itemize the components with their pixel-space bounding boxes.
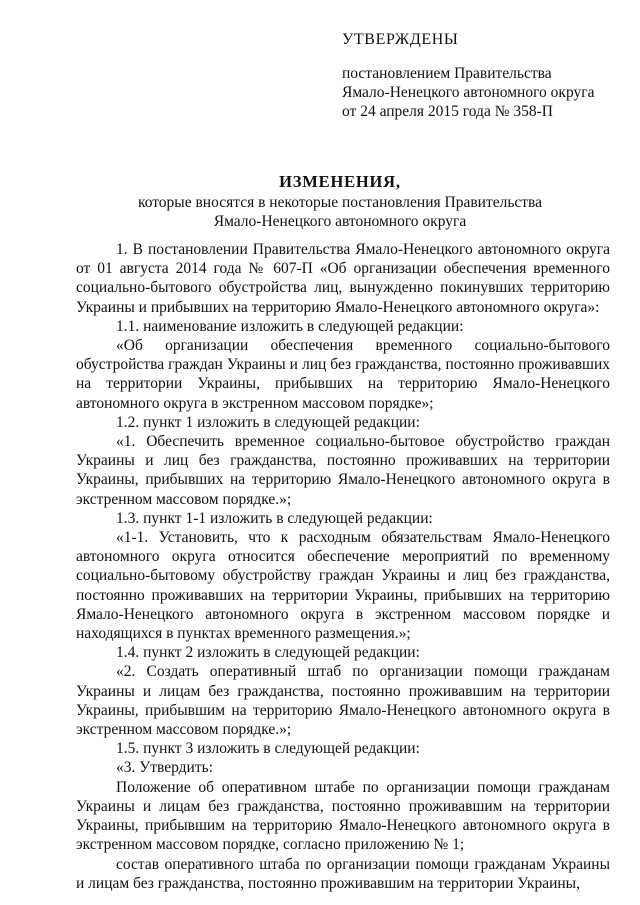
document-body — [76, 240, 610, 893]
paragraph: 1.5. пункт 3 изложить в следующей редакции: — [116, 740, 420, 758]
paragraph: 1.2. пункт 1 изложить в следующей редакции: — [116, 413, 420, 431]
paragraph: состав оперативного штаба по организации помощи гражданам Украины и лицам без гражданства, постоянно проживавшим на территории Украины, — [76, 855, 610, 892]
paragraph: «2. Создать оперативный штаб по организации помощи гражданам Украины и лицам без гражданства, постоянно проживавшим на территории Украины, прибывшим на территорию Ямало-Ненецкого автономного округа в экстренном массовом порядке.»; — [76, 663, 610, 739]
paragraph: 1. В постановлении Правительства Ямало-Ненецкого автономного округа от 01 августа 2014 года № 607-П «Об организации обеспечения временного социально-бытового обустройства лиц, вынужденно покинувших территорию Украины и прибывших на территорию Ямало-Ненецкого автономного округа»: — [76, 241, 610, 316]
paragraph: «1-1. Установить, что к расходным обязательствам Ямало-Ненецкого автономного округа относится обеспечение мероприятий по временному социально-бытовому обустройству граждан Украины и лиц без гражданства, постоянно проживавших на территории Украины, прибывших на территорию Ямало-Ненецкого автономного округа в экстренном массовом порядке и находящихся в пунктах временного размещения.»; — [76, 529, 610, 643]
approval-title: УТВЕРЖДЕНЫ — [342, 31, 459, 48]
approval-line-2: Ямало-Ненецкого автономного округа — [342, 84, 595, 101]
paragraph: 1.3. пункт 1-1 изложить в следующей редакции: — [116, 509, 433, 527]
heading-subtitle-line-1: которые вносятся в некоторые постановления Правительства — [137, 194, 543, 211]
approval-line-1: постановлением Правительства — [342, 65, 552, 82]
approval-stamp — [342, 30, 632, 121]
heading-subtitle-line-2: Ямало-Ненецкого автономного округа — [213, 213, 467, 230]
paragraph: «3. Утвердить: — [116, 759, 213, 777]
paragraph: «Об организации обеспечения временного социально-бытового обустройства граждан Украины и лиц без гражданства, постоянно проживавших на территории Украины, прибывших на территорию Ямало-Ненецкого автономного округа в экстренном массовом порядке»; — [76, 337, 610, 412]
approval-line-3: от 24 апреля 2015 года № 358-П — [342, 103, 553, 120]
paragraph: 1.1. наименование изложить в следующей редакции: — [116, 317, 464, 335]
heading-title: ИЗМЕНЕНИЯ, — [279, 172, 401, 191]
paragraph: 1.4. пункт 2 изложить в следующей редакции: — [116, 644, 420, 662]
paragraph: Положение об оперативном штабе по организации помощи гражданам Украины и лицам без гражданства, постоянно проживавшим на территории Украины, прибывшим на территорию Ямало-Ненецкого автономного округа в экстренном массовом порядке, согласно приложению № 1; — [76, 778, 610, 854]
document-heading — [70, 171, 610, 231]
paragraph: «1. Обеспечить временное социально-бытовое обустройство граждан Украины и лиц без гражданства, постоянно проживавших на территории Украины, прибывших на территорию Ямало-Ненецкого автономного округа в экстренном массовом порядке.»; — [76, 433, 610, 508]
